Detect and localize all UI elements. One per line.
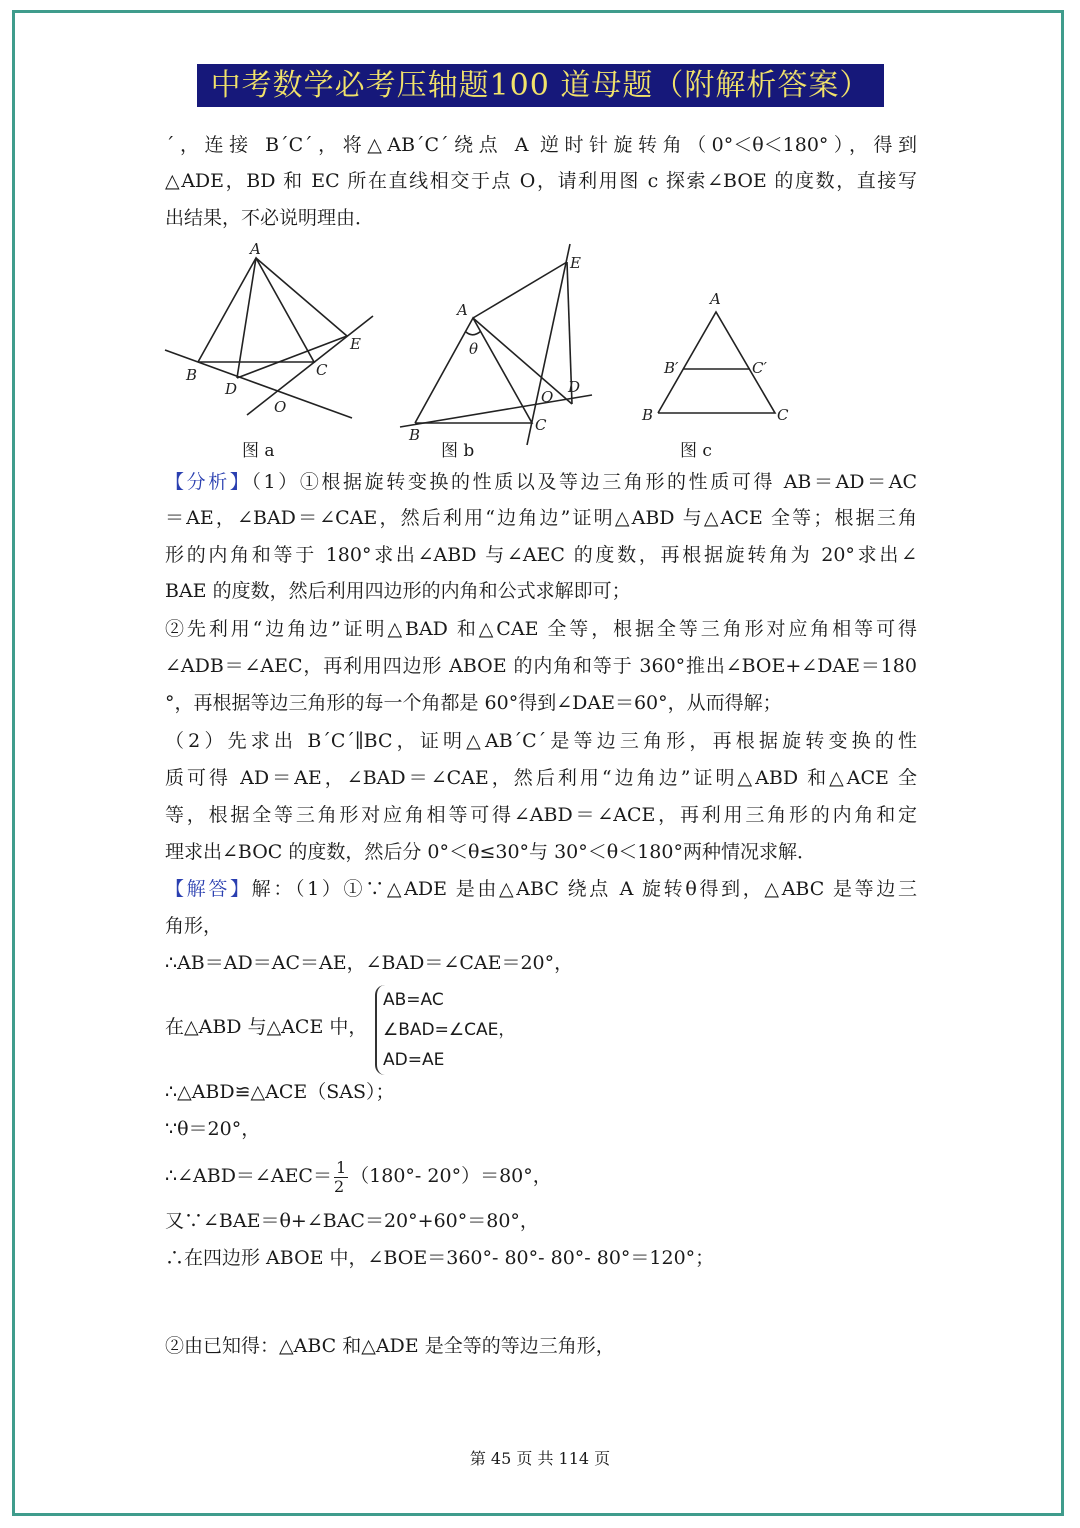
label-c-B: B [642,406,654,424]
label-a-E: E [350,335,361,353]
answer-line-first [165,877,917,901]
figure-c-caption: 图 c [680,441,712,461]
analysis-line: 等，根据全等三角形对应角相等可得∠ABD＝∠ACE，再利用三角形的内角和定 [165,804,917,826]
analysis-line: °，再根据等边三角形的每一个角都是 60°得到∠DAE＝60°，从而得解； [165,692,782,714]
analysis-line: 形的内角和等于 180°求出∠ABD 与∠AEC 的度数，再根据旋转角为 20°求出∠ [165,544,917,566]
figure-b-labels [408,254,581,444]
analysis-line: ②先利用“边角边”证明△BAD 和△CAE 全等，根据全等三角形对应角相等可得 [165,618,917,640]
intro-line: 出结果，不必说明理由． [165,207,375,229]
label-a-B: B [186,366,198,384]
analysis-tag: 【分析】 [165,471,252,493]
answer-line: ∴在四边形 ABOE 中，∠BOE＝360°- 80°- 80°- 80°＝120°； [165,1247,715,1269]
figure-a-caption: 图 a [242,441,275,461]
analysis-line: BAE 的度数，然后利用四边形的内角和公式求解即可； [165,580,631,602]
figure-a [165,258,373,418]
answer-line: ∵θ＝20°， [165,1118,261,1140]
answer-line: ②由已知得：△ABC 和△ADE 是全等的等边三角形， [165,1335,615,1357]
intro-line: ´，连接 B´C´，将△AB´C´绕点 A 逆时针旋转角（0°＜θ＜180°），得到 [165,134,917,156]
page-number: 第 45 页 共 114 页 [469,1449,611,1468]
answer-line-fraction: ∴∠ABD＝∠AEC＝ $\frac{1}{2}$ （180°- 20°）＝80°， [165,1157,552,1196]
fraction: $\frac{1}{2}$ [333,1157,347,1196]
label-c-C: C [777,406,789,424]
label-a-O: O [274,398,287,416]
system-eq: ∠BAD=∠CAE， [383,1020,516,1040]
label-a-D: D [225,380,238,398]
page-title: 中考数学必考压轴题100 道母题（附解析答案） [197,64,884,107]
label-b-C: C [535,416,547,434]
answer-line: ∴△ABD≌△ACE（SAS）； [165,1081,395,1103]
analysis-line: ＝AE，∠BAD＝∠CAE，然后利用“边角边”证明△ABD 与△ACE 全等；根据三角 [165,507,917,529]
analysis-text: （1）①根据旋转变换的性质以及等边三角形的性质可得 AB＝AD＝AC [251,471,917,493]
answer-tag: 【解答】 [165,878,252,900]
figure-b [400,244,592,445]
label-b-D: D [568,378,581,396]
analysis-line: 质可得 AD＝AE，∠BAD＝∠CAE，然后利用“边角边”证明△ABD 和△ACE 全 [165,767,917,789]
analysis-line-first [165,470,917,494]
label-a-C: C [316,361,328,379]
label-b-theta: θ [469,340,479,358]
label-b-A: A [457,301,468,319]
answer-line: 又∵∠BAE＝θ+∠BAC＝20°+60°＝80°， [165,1210,539,1232]
label-c-C-prime: C′ [752,359,767,377]
system-eq: AD=AE [383,1050,445,1070]
analysis-line: ∠ADB＝∠AEC，再利用四边形 ABOE 的内角和等于 360°推出∠BOE+∠DAE＝180 [165,655,917,677]
answer-text: 解：（1）①∵△ADE 是由△ABC 绕点 A 旋转θ得到，△ABC 是等边三 [251,878,917,900]
analysis-line: 理求出∠BOC 的度数，然后分 0°＜θ≤30°与 30°＜θ＜180°两种情况求解． [165,841,816,863]
analysis-line: （2）先求出 B´C´∥BC，证明△AB´C´是等边三角形，再根据旋转变换的性 [165,730,917,752]
label-b-O: O [541,388,554,406]
system-label: 在△ABD 与△ACE 中， [165,1016,368,1038]
answer-line: ∴AB＝AD＝AC＝AE，∠BAD＝∠CAE＝20°， [165,952,574,974]
label-a-A: A [250,240,261,258]
system-eq: AB=AC [383,990,444,1010]
label-c-A: A [710,290,721,308]
label-b-E: E [570,254,581,272]
equation-system [375,985,515,1075]
label-c-B-prime: B′ [664,359,679,377]
answer-line: 角形， [165,915,223,937]
intro-line: △ADE，BD 和 EC 所在直线相交于点 O，请利用图 c 探索∠BOE 的度数，直接写 [165,170,917,192]
label-b-B: B [409,426,421,444]
geometry-figures [0,0,1080,470]
figure-b-caption: 图 b [441,441,475,461]
